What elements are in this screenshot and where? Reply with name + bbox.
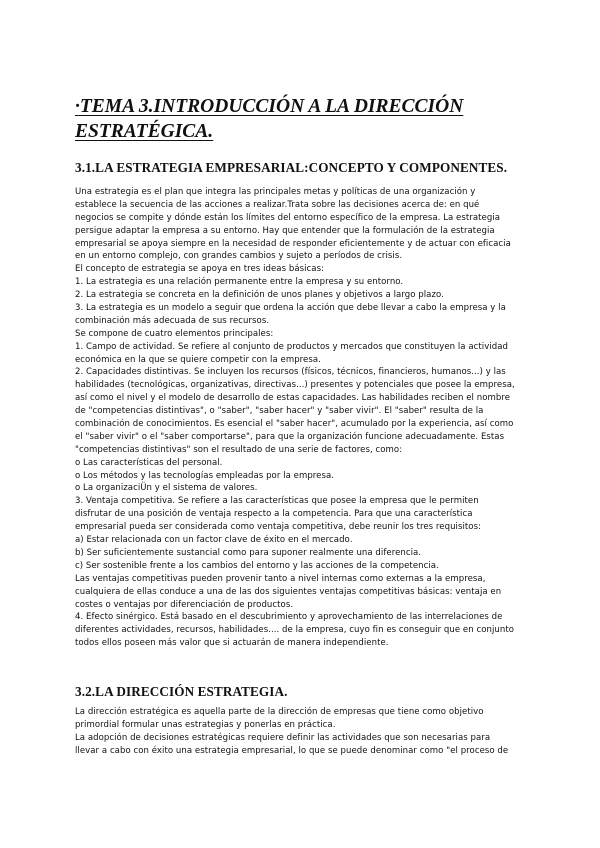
section-2-body xyxy=(75,706,525,758)
text-line: el "saber vivir" o el "saber comportarse", para que la organización funcione adecuadamente. Estas xyxy=(75,431,505,442)
text-line: o Los métodos y las tecnologías empleadas por la empresa. xyxy=(75,470,335,481)
page-title xyxy=(75,94,535,144)
text-line: diferentes actividades, recursos, habilidades.... de la empresa, cuyo fin es conseguir que en conjunto xyxy=(75,625,515,636)
text-line: en un entorno complejo, con grandes cambios y sujeto a períodos de crisis. xyxy=(75,251,403,262)
text-line: todos ellos poseen más valor que si actuarán de manera independiente. xyxy=(75,638,389,649)
text-line: Una estrategia es el plan que integra las principales metas y políticas de una organización y xyxy=(75,187,476,197)
text-line: 3. Ventaja competitiva. Se refiere a las características que posee la empresa que le permiten xyxy=(75,496,479,507)
text-line: disfrutar de una posición de ventaja respecto a la competencia. Para que una característica xyxy=(75,509,473,520)
text-line: combinación más adecuada de sus recursos. xyxy=(75,315,270,326)
text-line: Las ventajas competitivas pueden provenir tanto a nivel internas como externas a la empresa, xyxy=(75,573,486,584)
text-line: negocios se compite y dónde están los límites del entorno específico de la empresa. La estrategia xyxy=(75,212,501,223)
text-line: cualquiera de ellas conduce a una de las dos siguientes ventajas competitivas básicas: ventaja en xyxy=(75,586,502,597)
text-line: 3. La estrategia es un modelo a seguir que ordena la acción que debe llevar a cabo la empresa y la xyxy=(75,303,506,314)
text-line: empresarial pueda ser considerada como ventaja competitiva, debe reunir los tres requisitos: xyxy=(75,522,482,533)
text-line: a) Estar relacionada con un factor clave de éxito en el mercado. xyxy=(75,535,353,546)
text-line: 1. Campo de actividad. Se refiere al conjunto de productos y mercados que constituyen la actividad xyxy=(75,341,508,352)
text-line: así como el nivel y el modelo de desarrollo de estas capacidades. Las habilidades reciben el nombre xyxy=(75,393,511,404)
text-line: persigue adaptar la empresa a su entorno. Hay que entender que la formulación de la estrategia xyxy=(75,225,495,236)
text-line: Se compone de cuatro elementos principales: xyxy=(75,328,274,339)
text-line: combinación de conocimientos. Es esencial el "saber hacer", acumulado por la experiencia, así como xyxy=(75,419,514,430)
text-line: primordial formular unas estrategias y ponerlas en práctica. xyxy=(75,719,336,730)
text-line: El concepto de estrategia se apoya en tres ideas básicas: xyxy=(75,264,324,275)
text-line: de "competencias distintivas", o "saber", "saber hacer" y "saber vivir". El "saber" resulta de la xyxy=(75,406,484,417)
section-1-heading: 3.1.LA ESTRATEGIA EMPRESARIAL:CONCEPTO Y COMPONENTES. xyxy=(75,160,508,175)
text-line: La dirección estratégica es aquella parte de la dirección de empresas que tiene como objetivo xyxy=(75,707,484,717)
title-line-1: ·TEMA 3.INTRODUCCIÓN A LA DIRECCIÓN xyxy=(75,96,464,117)
text-line: económica en la que se quiere competir con la empresa. xyxy=(75,354,321,365)
text-line: 2. Capacidades distintivas. Se incluyen los recursos (físicos, técnicos, financieros, humanos...) y las xyxy=(75,367,506,378)
text-line: costes o ventajas por diferenciación de productos. xyxy=(75,599,294,610)
text-line: habilidades (tecnológicas, organizativas, directivas...) presentes y potenciales que posee la empresa, xyxy=(75,380,515,391)
title-line-2: ESTRATÉGICA. xyxy=(75,121,214,142)
text-line: 1. La estrategia es una relación permanente entre la empresa y su entorno. xyxy=(75,277,404,288)
text-line: b) Ser suficientemente sustancial como para suponer realmente una diferencia. xyxy=(75,547,422,558)
section-1-body xyxy=(75,186,525,650)
text-line: empresarial se apoya siempre en la necesidad de responder eficientemente y de actuar con eficacia xyxy=(75,238,511,249)
text-line: c) Ser sostenible frente a los cambios del entorno y las acciones de la competencia. xyxy=(75,560,439,571)
text-line: o Las características del personal. xyxy=(75,457,223,468)
text-line: 4. Efecto sinérgico. Está basado en el descubrimiento y aprovechamiento de las interrelaciones de xyxy=(75,612,503,623)
text-line: 2. La estrategia se concreta en la definición de unos planes y objetivos a largo plazo. xyxy=(75,290,444,301)
section-2-heading: 3.2.LA DIRECCIÓN ESTRATEGIA. xyxy=(75,684,288,699)
text-line: La adopción de decisiones estratégicas requiere definir las actividades que son necesarias para xyxy=(75,732,491,743)
text-line: "competencias distintivas" son el resultado de una serie de factores, como: xyxy=(75,444,403,455)
text-line: o La organizaciÜn y el sistema de valores. xyxy=(75,483,258,494)
text-line: llevar a cabo con éxito una estrategia empresarial, lo que se puede denominar como "el proceso de xyxy=(75,745,509,756)
text-line: establece la secuencia de las acciones a realizar.Trata sobre las decisiones acerca de: en qué xyxy=(75,199,480,210)
